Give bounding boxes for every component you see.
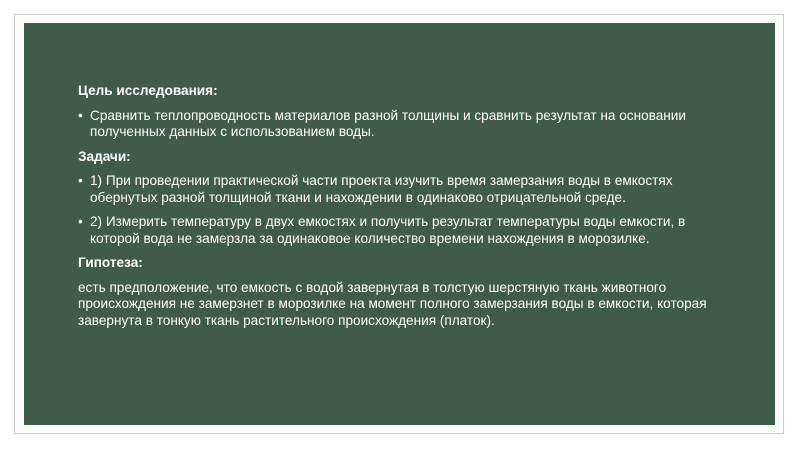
task-item xyxy=(78,173,738,206)
tasks-heading: Задачи: xyxy=(78,148,131,164)
goal-bullet xyxy=(78,108,738,141)
goal-heading: Цель исследования: xyxy=(78,83,218,98)
slide-content xyxy=(78,83,738,329)
hypothesis-text: есть предположение, что емкость с водой завернутая в толстую шерстяную ткань животного происхождения не замерзнет в морозилке на момент полного замерзания воды в емкости, которая завернута в тонкую ткань растительного происхождения (платок). xyxy=(78,279,707,328)
bullet-marker: • xyxy=(78,173,83,188)
task-text: 1) При проведении практической части проекта изучить время замерзания воды в емкостях обернутых разной толщиной ткани и нахождении в одинаково отрицательной среде. xyxy=(90,173,673,205)
bullet-marker: • xyxy=(78,214,83,229)
task-text: 2) Измерить температуру в двух емкостях и получить результат температуры воды емкости, в которой вода не замерзла за одинаковое количество времени нахождения в морозилке. xyxy=(90,214,686,246)
task-item xyxy=(78,214,738,247)
hypothesis-heading: Гипотеза: xyxy=(78,255,143,270)
slide xyxy=(24,23,775,425)
bullet-marker: • xyxy=(78,107,83,123)
goal-text: Сравнить теплопроводность материалов разной толщины и сравнить результат на основании полученных данных с использованием воды. xyxy=(90,107,686,139)
